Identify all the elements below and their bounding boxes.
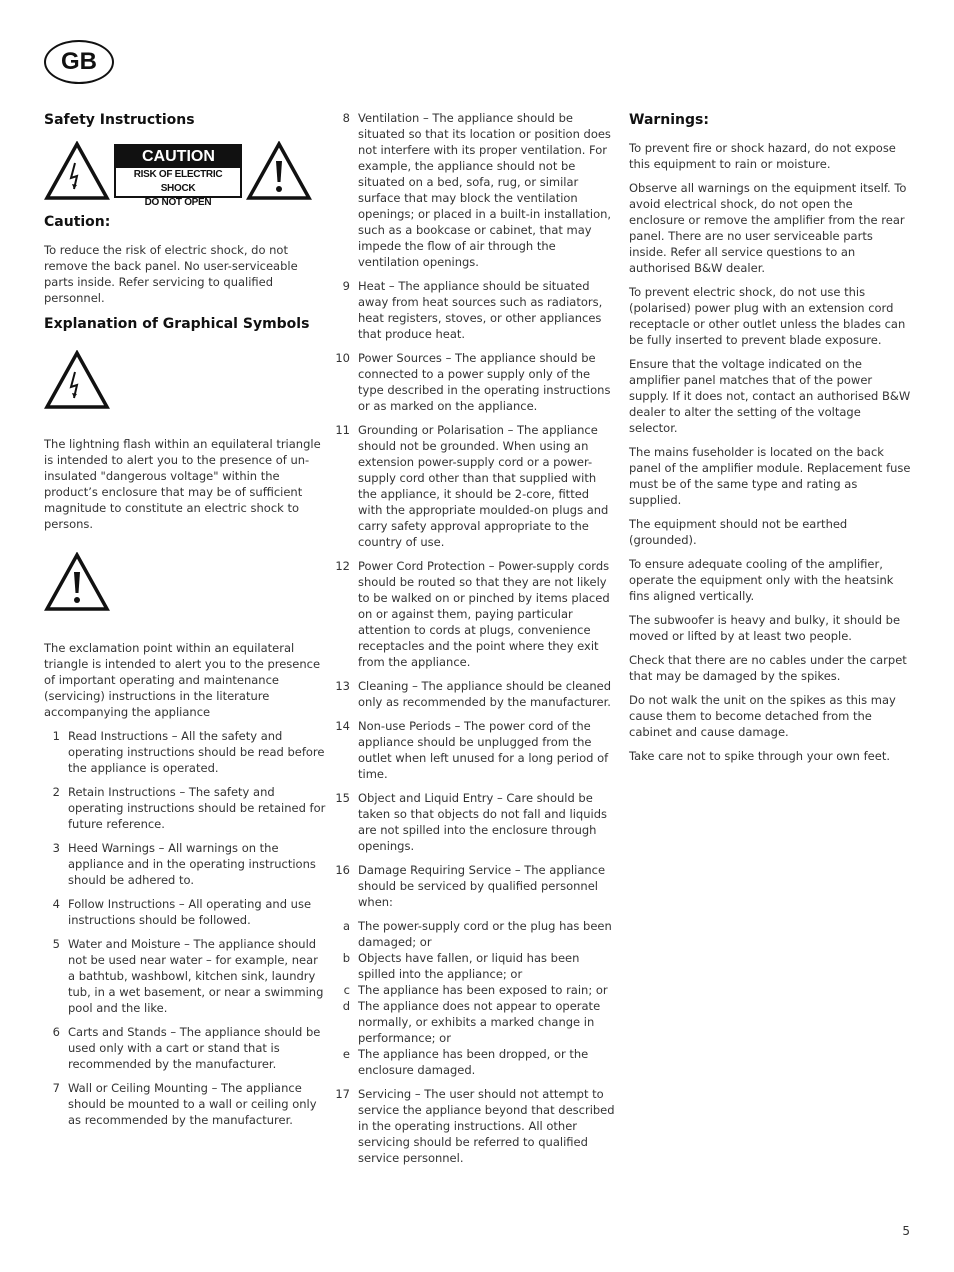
- warnings-heading: Warnings:: [629, 112, 709, 128]
- list-item: 4 Follow Instructions – All operating and use instructions should be followed.: [52, 897, 312, 927]
- column-middle: [334, 110, 617, 1174]
- warning-paragraph: The subwoofer is heavy and bulky, it should be moved or lifted by at least two people.: [629, 613, 901, 643]
- sublist-item: b Objects have fallen, or liquid has been spilled into the appliance; or: [342, 951, 580, 981]
- list-item: 5 Water and Moisture – The appliance should not be used near water – for example, near a bathtub, washbowl, kitchen sink, laundry tub, in a wet basement, or near a swimming pool and the like.: [52, 937, 324, 1015]
- caution-heading: Caution:: [44, 214, 111, 230]
- sublist-item: c The appliance has been exposed to rain; or: [343, 983, 608, 997]
- caution-label-title: CAUTION: [116, 146, 240, 168]
- exclamation-warning-icon: [246, 141, 312, 201]
- warning-paragraph: Ensure that the voltage indicated on the amplifier panel matches that of the power supply. If it does not, contact an authorised B&W dealer to alter the setting of the voltage selector.: [629, 357, 911, 435]
- caution-label-row: [44, 140, 326, 208]
- list-item: 8 Ventilation – The appliance should be situated so that its location or position does not interfere with its proper ventilation. For example, the appliance should not be situated on a bed, sofa, rug, or similar surface that may block the ventilation openings; or placed in a built-in installation, such as a bookcase or cabinet, that may impede the flow of air through the ventilation openings.: [342, 111, 612, 269]
- list-item: 3 Heed Warnings – All warnings on the appliance and in the operating instructions should be adhered to.: [52, 841, 316, 887]
- list-item: 17 Servicing – The user should not attempt to service the appliance beyond that described in the operating instructions. All other servicing should be referred to qualified service personnel.: [335, 1087, 615, 1165]
- exclamation-explanation: The exclamation point within an equilateral triangle is intended to alert you to the presence of important operating and maintenance (servicing) instructions in the literature accompanying the appliance: [44, 641, 321, 719]
- caution-label: [114, 144, 242, 208]
- list-item: 6 Carts and Stands – The appliance should be used only with a cart or stand that is recommended by the manufacturer.: [52, 1025, 321, 1071]
- list-item: 15 Object and Liquid Entry – Care should be taken so that objects do not fall and liquids are not spilled into the enclosure through openings.: [335, 791, 607, 853]
- warning-paragraph: The equipment should not be earthed (grounded).: [629, 517, 848, 547]
- safety-list-3: [334, 1086, 617, 1166]
- list-item: 16 Damage Requiring Service – The appliance should be serviced by qualified personnel when:: [335, 863, 606, 909]
- safety-list-1: [44, 728, 326, 1128]
- page-number: 5: [902, 1224, 910, 1238]
- warning-paragraph: Check that there are no cables under the carpet that may be damaged by the spikes.: [629, 653, 907, 683]
- sublist-item: a The power-supply cord or the plug has been damaged; or: [342, 919, 612, 949]
- language-badge: GB: [44, 40, 114, 84]
- lightning-explanation: The lightning flash within an equilateral triangle is intended to alert you to the presence of un-insulated "dangerous voltage" within the product’s enclosure that may be of sufficient magnitude to constitute an electric shock to persons.: [44, 437, 321, 531]
- warning-paragraph: The mains fuseholder is located on the back panel of the amplifier module. Replacement fuse must be of the same type and rating as supplied.: [629, 445, 911, 507]
- list-item: 13 Cleaning – The appliance should be cleaned only as recommended by the manufacturer.: [335, 679, 612, 709]
- caution-text: To reduce the risk of electric shock, do not remove the back panel. No user-serviceable parts inside. Refer servicing to qualified personnel.: [44, 243, 298, 305]
- warning-paragraph: To prevent electric shock, do not use this (polarised) power plug with an extension cord receptacle or other outlet unless the blades can be fully inserted to prevent blade exposure.: [629, 285, 906, 347]
- caution-label-line2: DO NOT OPEN: [144, 197, 212, 208]
- list-item: 7 Wall or Ceiling Mounting – The appliance should be mounted to a wall or ceiling only as recommended by the manufacturer.: [52, 1081, 317, 1127]
- list-item: 11 Grounding or Polarisation – The appliance should not be grounded. When using an extension power-supply cord or a power-supply cord other than that supplied with the appliance, it should be 2-core, fitted with the appropriate moulded-on plugs and carry safety approval appropriate to the country of use.: [335, 423, 609, 549]
- column-left: [44, 110, 326, 1136]
- safety-list-2: [334, 110, 617, 910]
- sublist-item: e The appliance has been dropped, or the enclosure damaged.: [342, 1047, 589, 1077]
- list-item: 12 Power Cord Protection – Power-supply cords should be routed so that they are not likely to be walked on or pinched by items placed on or against them, paying particular attention to cords at plugs, convenience receptacles and the point where they exit from the appliance.: [335, 559, 610, 669]
- list-item: 1 Read Instructions – All the safety and operating instructions should be read before the appliance is operated.: [52, 729, 325, 775]
- warning-paragraph: To prevent fire or shock hazard, do not expose this equipment to rain or moisture.: [629, 141, 896, 171]
- exclamation-symbol-icon: [44, 552, 110, 612]
- warning-paragraph: To ensure adequate cooling of the amplifier, operate the equipment only with the heatsink fins aligned vertically.: [629, 557, 894, 603]
- safety-instructions-heading: Safety Instructions: [44, 112, 195, 128]
- warning-paragraph: Do not walk the unit on the spikes as this may cause them to become detached from the cabinet and cause damage.: [629, 693, 896, 739]
- list-item: 2 Retain Instructions – The safety and operating instructions should be retained for future reference.: [52, 785, 326, 831]
- warning-paragraph: Take care not to spike through your own feet.: [629, 749, 890, 763]
- column-right: [629, 110, 911, 772]
- damage-sublist: [334, 918, 617, 1078]
- list-item: 10 Power Sources – The appliance should be connected to a power supply only of the type described in the operating instructions or as marked on the appliance.: [335, 351, 611, 413]
- list-item: 9 Heat – The appliance should be situated away from heat sources such as radiators, heat registers, stoves, or other appliances that produce heat.: [342, 279, 603, 341]
- lightning-symbol-icon: [44, 350, 110, 410]
- list-item: 14 Non-use Periods – The power cord of the appliance should be unplugged from the outlet when left unused for a long period of time.: [335, 719, 609, 781]
- caution-label-line1: RISK OF ELECTRIC SHOCK: [133, 169, 223, 194]
- graphical-symbols-heading: Explanation of Graphical Symbols: [44, 316, 310, 332]
- sublist-item: d The appliance does not appear to operate normally, or exhibits a marked change in performance; or: [342, 999, 601, 1045]
- warning-paragraph: Observe all warnings on the equipment itself. To avoid electrical shock, do not open the enclosure or remove the amplifier from the rear panel. There are no user serviceable parts inside. Refer all service questions to an authorised B&W dealer.: [629, 181, 907, 275]
- lightning-warning-icon: [44, 141, 110, 201]
